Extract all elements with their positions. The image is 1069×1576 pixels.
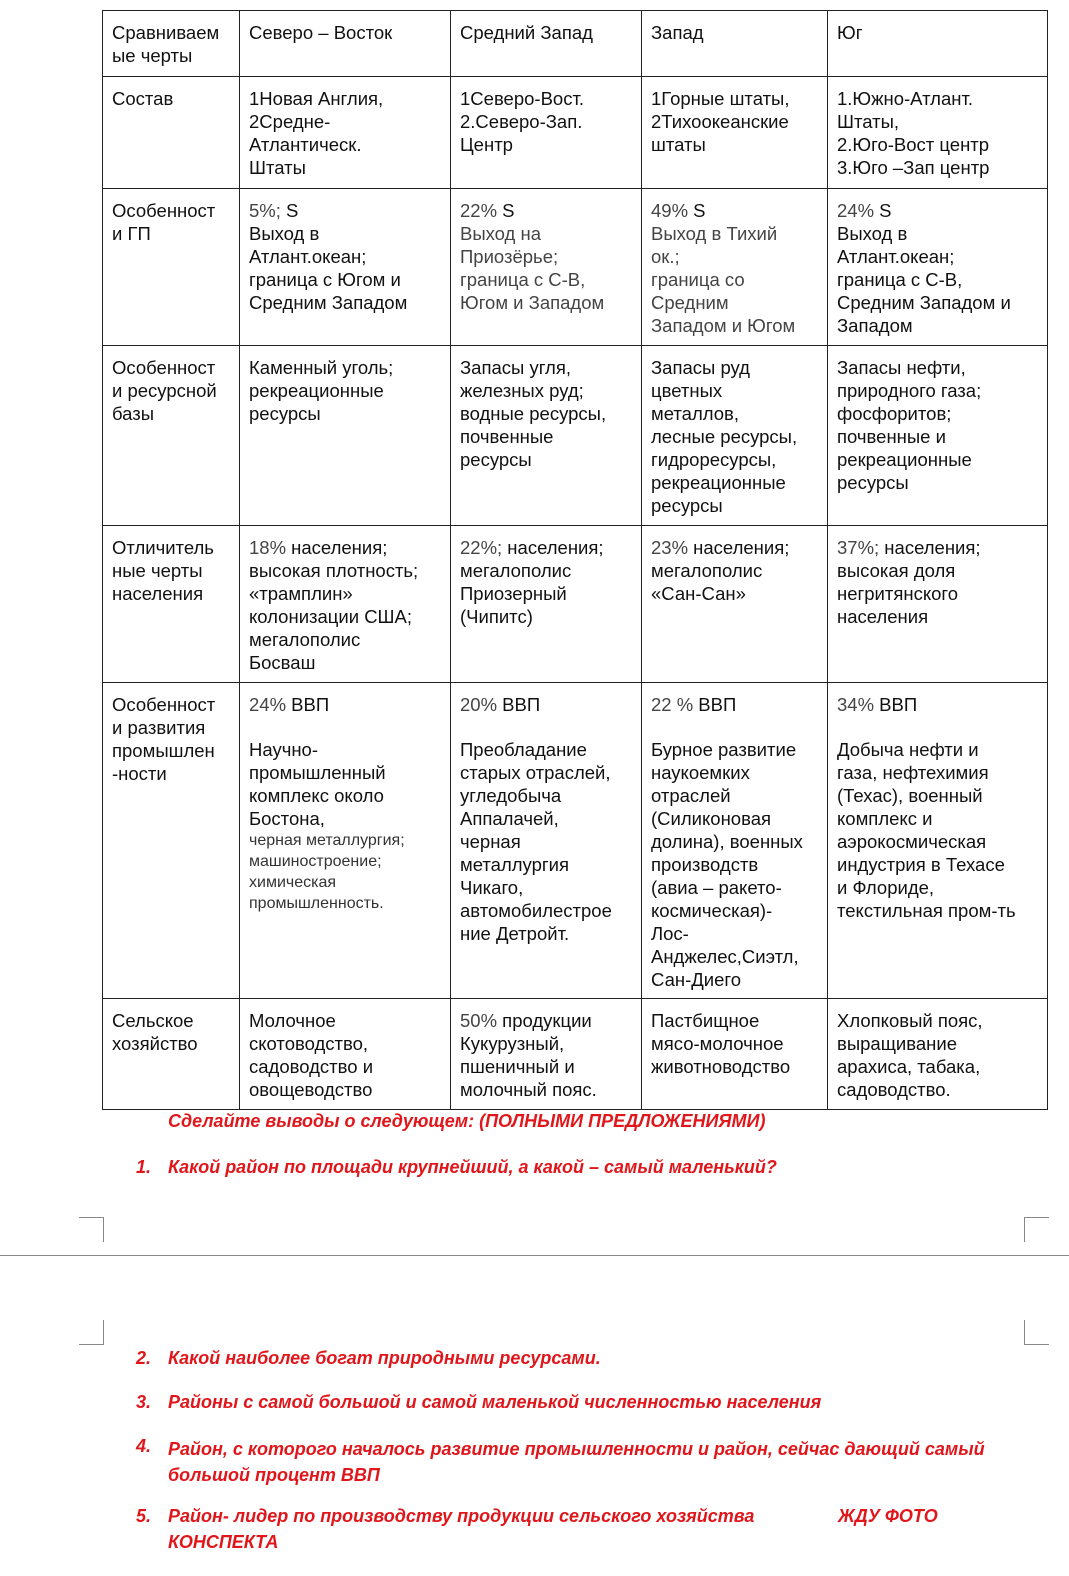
cell-text: Добыча нефти и газа, нефтехимия (Техас), военный комплекс и аэрокосмическая индустрия в Техасе и Флориде, текстильная пром-ть <box>837 739 1016 921</box>
cell-text: 1Горные штаты, 2Тихоокеанские штаты <box>651 88 790 155</box>
table-cell <box>828 346 1048 526</box>
table-cell <box>828 526 1048 683</box>
question-text: Район- лидер по производству продукции сельского хозяйства <box>168 1506 755 1526</box>
table-cell <box>642 999 828 1110</box>
cell-text: Хлопковый пояс, выращивание арахиса, табака, садоводство. <box>837 1010 983 1100</box>
table-cell <box>451 77 642 189</box>
gdp-unit: ВВП <box>286 694 330 715</box>
area-percent: 49% <box>651 200 689 221</box>
cell-text: Выход в Атлант.океан; граница с Югом и Средним Западом <box>249 223 408 313</box>
question-text: Район, с которого началось развитие промышленности и район, сейчас дающий самый большой процент ВВП <box>168 1439 985 1485</box>
row-label: Отличитель ные черты населения <box>112 537 214 604</box>
area-percent: 24% <box>837 200 875 221</box>
table-cell <box>451 999 642 1110</box>
area-unit: S <box>280 200 299 221</box>
header-label: Сравниваем ые черты <box>112 22 220 66</box>
table-cell <box>828 77 1048 189</box>
table-cell <box>828 189 1048 346</box>
crop-mark <box>1024 1217 1049 1242</box>
note-text: ЖДУ ФОТО <box>838 1506 938 1526</box>
row-label: Особенност и ресурсной базы <box>112 357 217 424</box>
gdp-percent: 22 % <box>651 694 694 715</box>
comparison-table <box>102 10 1048 1110</box>
row-label: Состав <box>112 88 174 109</box>
table-cell <box>451 526 642 683</box>
cell-text: Научно- промышленный комплекс около Бостона, <box>249 739 386 829</box>
table-cell <box>828 999 1048 1110</box>
question-text: Какой район по площади крупнейший, а какой – самый маленький? <box>168 1157 777 1177</box>
row-label-cell <box>103 77 240 189</box>
question-number: 4. <box>136 1436 152 1456</box>
question-number: 5. <box>136 1506 152 1526</box>
table-row <box>103 77 1048 189</box>
row-label: Сельское хозяйство <box>112 1010 198 1054</box>
gdp-unit: ВВП <box>497 694 541 715</box>
cell-text: населения; мегалополис «Сан-Сан» <box>651 537 790 604</box>
cell-text: населения; высокая плотность; «трамплин» колонизации США; мегалополис Босваш <box>249 537 419 673</box>
table-cell <box>240 526 451 683</box>
population-percent: 23% <box>651 537 689 558</box>
row-label: Особенност и ГП <box>112 200 216 244</box>
table-cell <box>451 189 642 346</box>
table-header-row <box>103 11 1048 77</box>
cell-text: 1Северо-Вост. 2.Северо-Зап. Центр <box>460 88 585 155</box>
crop-mark <box>79 1217 104 1242</box>
header-cell <box>642 11 828 77</box>
table-cell <box>642 683 828 999</box>
area-unit: S <box>688 200 706 221</box>
page-break-divider <box>0 1255 1069 1256</box>
area-unit: S <box>497 200 515 221</box>
cell-text: Запасы угля, железных руд; водные ресурсы, почвенные ресурсы <box>460 357 607 470</box>
population-percent: 37%; <box>837 537 880 558</box>
table-row <box>103 999 1048 1110</box>
cell-text: Выход в Тихий ок.; граница со Средним Западом и Югом <box>651 223 796 336</box>
area-percent: 22% <box>460 200 498 221</box>
table-cell <box>240 999 451 1110</box>
gdp-percent: 34% <box>837 694 875 715</box>
question-number: 3. <box>136 1392 152 1412</box>
cell-text: 1Новая Англия, 2Средне- Атлантическ. Штаты <box>249 88 384 178</box>
table-cell <box>642 77 828 189</box>
cell-text: Бурное развитие наукоемких отраслей (Силиконовая долина), военных производств (авиа – ракето- космическая)- Лос- Анджелес,Сиэтл, Сан-Диего <box>651 739 803 990</box>
cell-text: Каменный уголь; рекреационные ресурсы <box>249 357 394 424</box>
gdp-unit: ВВП <box>693 694 737 715</box>
question-text: Районы с самой большой и самой маленькой численностью населения <box>168 1392 822 1412</box>
cell-text: Запасы нефти, природного газа; фосфоритов; почвенные и рекреационные ресурсы <box>837 357 982 493</box>
table-cell <box>451 683 642 999</box>
table-row <box>103 346 1048 526</box>
row-label-cell <box>103 999 240 1110</box>
table-cell <box>642 346 828 526</box>
header-label: Запад <box>651 22 704 43</box>
question-number: 1. <box>136 1157 152 1177</box>
cell-small-text: черная металлургия; машиностроение; химическая промышленность. <box>249 832 405 912</box>
population-percent: 22%; <box>460 537 503 558</box>
table-cell <box>240 189 451 346</box>
table-row <box>103 683 1048 999</box>
gdp-percent: 24% <box>249 694 287 715</box>
cell-text: Выход на Приозёрье; граница с С-В, Югом и Западом <box>460 223 605 313</box>
table-cell <box>642 526 828 683</box>
row-label-cell <box>103 346 240 526</box>
production-percent: 50% <box>460 1010 498 1031</box>
cell-text: Молочное скотоводство, садоводство и овощеводство <box>249 1010 374 1100</box>
cell-text: населения; мегалополис Приозерный (Чипитс) <box>460 537 604 627</box>
crop-mark <box>1024 1320 1049 1345</box>
header-label: Средний Запад <box>460 22 593 43</box>
cell-text: Запасы руд цветных металлов, лесные ресурсы, гидроресурсы, рекреационные ресурсы <box>651 357 798 516</box>
header-cell <box>451 11 642 77</box>
area-unit: S <box>874 200 892 221</box>
row-label-cell <box>103 526 240 683</box>
crop-mark <box>79 1320 104 1345</box>
cell-text: Преобладание старых отраслей, угледобыча Аппалачей, черная металлургия Чикаго, автомобилестрое ние Детройт. <box>460 739 612 944</box>
population-percent: 18% <box>249 537 287 558</box>
header-label: Северо – Восток <box>249 22 393 43</box>
header-cell <box>240 11 451 77</box>
header-cell <box>103 11 240 77</box>
area-percent: 5%; <box>249 200 281 221</box>
row-label-cell <box>103 683 240 999</box>
table-row <box>103 526 1048 683</box>
gdp-percent: 20% <box>460 694 498 715</box>
table-cell <box>451 346 642 526</box>
question-text: Какой наиболее богат природными ресурсами. <box>168 1348 601 1368</box>
gdp-unit: ВВП <box>874 694 918 715</box>
table-cell <box>240 346 451 526</box>
instructions-heading: Сделайте выводы о следующем: (ПОЛНЫМИ ПРЕДЛОЖЕНИЯМИ) <box>168 1111 766 1131</box>
header-label: Юг <box>837 22 863 43</box>
cell-text: населения; высокая доля негритянского населения <box>837 537 981 627</box>
table-row <box>103 189 1048 346</box>
row-label-cell <box>103 189 240 346</box>
table-cell <box>240 683 451 999</box>
header-cell <box>828 11 1048 77</box>
table-cell <box>642 189 828 346</box>
cell-text: продукции Кукурузный, пшеничный и молочный пояс. <box>460 1010 597 1100</box>
cell-text: Выход в Атлант.океан; граница с С-В, Средним Западом и Западом <box>837 223 1011 336</box>
table-cell <box>828 683 1048 999</box>
note-text-continued: КОНСПЕКТА <box>168 1532 279 1552</box>
cell-text: 1.Южно-Атлант. Штаты, 2.Юго-Вост центр 3.Юго –Зап центр <box>837 88 990 178</box>
row-label: Особенност и развития промышлен -ности <box>112 694 216 784</box>
cell-text: Пастбищное мясо-молочное животноводство <box>651 1010 791 1077</box>
question-number: 2. <box>136 1348 152 1368</box>
table-cell <box>240 77 451 189</box>
